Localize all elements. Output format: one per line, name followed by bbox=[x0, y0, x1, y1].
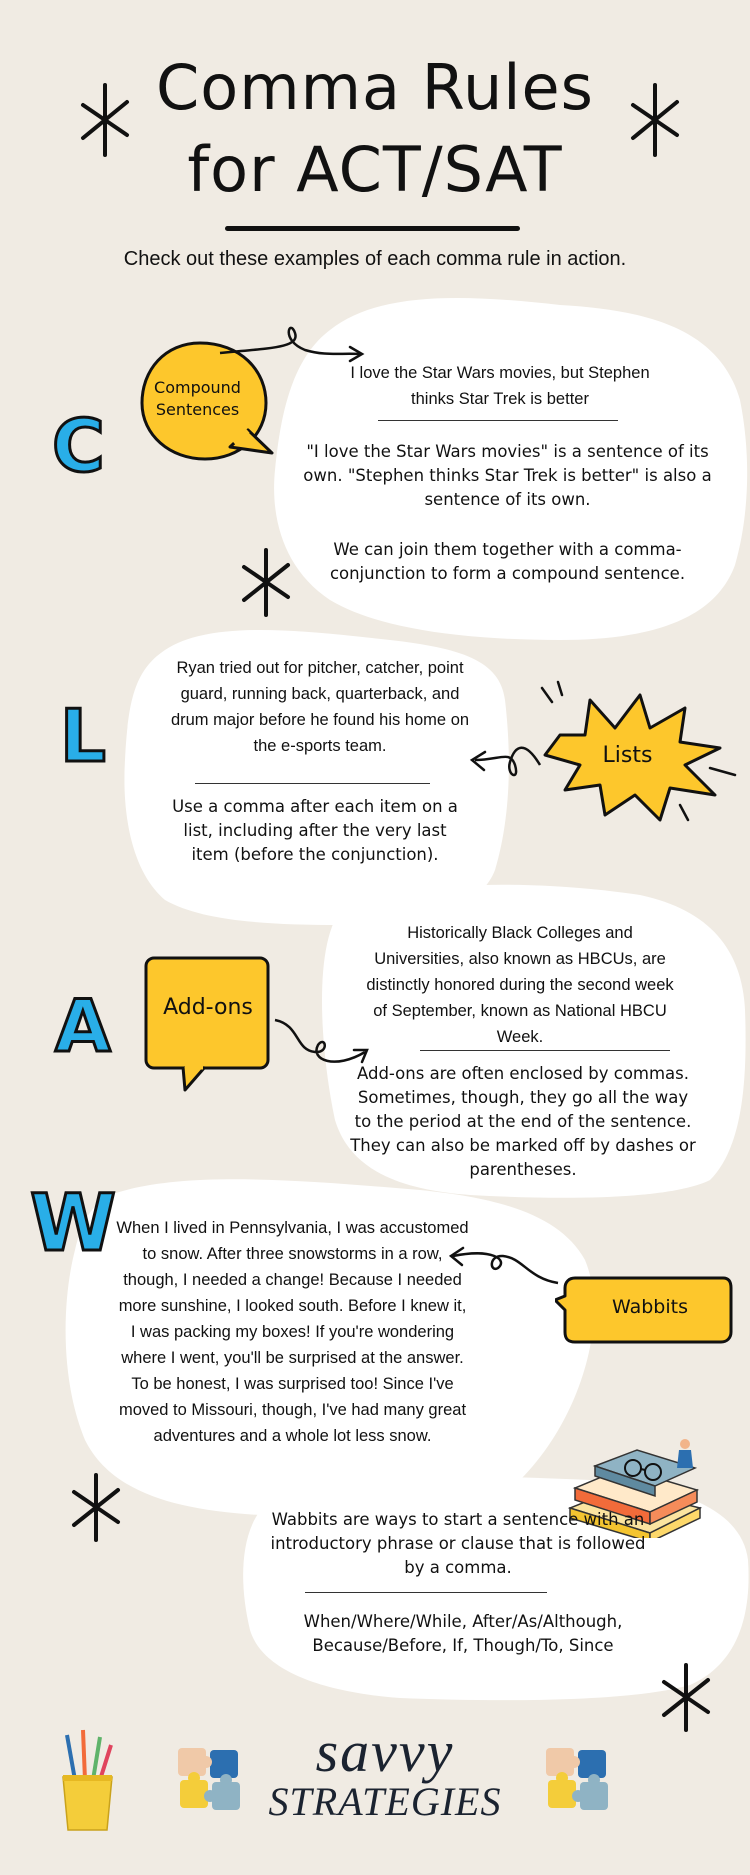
page-subtitle: Check out these examples of each comma rule in action. bbox=[123, 248, 627, 270]
example-addons: Historically Black Colleges and Universities, also known as HBCUs, are distinctly honored during the second week of September, known as National HBCU Week. bbox=[366, 924, 674, 1046]
speech-box-addons bbox=[143, 955, 273, 1095]
example-wabbits: When I lived in Pennsylvania, I was accustomed to snow. After three snowstorms in a row, though, I needed a change! Because I needed more sunshine, I looked south. Before I knew it, I was packing my boxes! If you're wondering where I went, you'll be surprised at the answer. To be honest, I was surprised too! Since I've moved to Missouri, though, I've had many great adventures and a whole lot less snow. bbox=[116, 1219, 469, 1445]
arrow-wabbits-icon bbox=[438, 1228, 568, 1298]
brand-savvy: savvy bbox=[315, 1719, 455, 1784]
explain-lists: Use a comma after each item on a list, including after the very last item (before the conjunction). bbox=[172, 797, 458, 864]
arrow-lists-icon bbox=[460, 720, 550, 790]
asterisk-icon bbox=[68, 1470, 124, 1545]
asterisk-icon bbox=[625, 80, 685, 160]
page-title-line1: Comma Rules bbox=[156, 51, 594, 124]
tag-wabbits: Wabbits bbox=[612, 1296, 688, 1318]
tag-lists: Lists bbox=[602, 743, 653, 768]
explain-compound-2: We can join them together with a comma-conjunction to form a compound sentence. bbox=[329, 540, 686, 583]
page-title-line2: for ACT/SAT bbox=[187, 133, 563, 206]
letter-w: W bbox=[30, 1179, 117, 1269]
example-compound: I love the Star Wars movies, but Stephen thinks Star Trek is better bbox=[350, 364, 650, 408]
divider-compound bbox=[378, 420, 618, 421]
letter-c: C bbox=[52, 404, 105, 488]
puzzle-icon bbox=[170, 1740, 250, 1820]
puzzle-icon bbox=[538, 1740, 618, 1820]
divider-addons bbox=[420, 1050, 670, 1051]
explain-addons: Add-ons are often enclosed by commas. Sometimes, though, they go all the way to the period at the end of the sentence. They can also be marked off by dashes or parentheses. bbox=[350, 1064, 696, 1179]
brand-strategies: STRATEGIES bbox=[268, 1779, 502, 1824]
divider-lists bbox=[195, 783, 430, 784]
example-lists: Ryan tried out for pitcher, catcher, point guard, running back, quarterback, and drum major before he found his home on the e-sports team. bbox=[170, 659, 470, 755]
wabbit-words bbox=[248, 1610, 678, 1658]
wabbit-words-line1: When/Where/While, After/As/Although, bbox=[303, 1612, 623, 1631]
asterisk-icon bbox=[75, 80, 135, 160]
wabbit-words-line2: Because/Before, If, Though/To, Since bbox=[312, 1636, 614, 1655]
explain-compound-1: "I love the Star Wars movies" is a sentence of its own. "Stephen thinks Star Trek is better" is also a sentence of its own. bbox=[303, 442, 712, 509]
tag-compound bbox=[140, 377, 255, 421]
explain-wabbits: Wabbits are ways to start a sentence with an introductory phrase or clause that is followed by a comma. bbox=[270, 1510, 646, 1577]
divider-wabbits bbox=[305, 1592, 547, 1593]
title-underline bbox=[225, 226, 520, 231]
asterisk-icon bbox=[658, 1660, 714, 1735]
letter-l: L bbox=[60, 694, 106, 778]
tag-compound-line1: Compound bbox=[154, 378, 241, 397]
letter-a: A bbox=[55, 984, 111, 1068]
tag-compound-line2: Sentences bbox=[155, 400, 240, 419]
asterisk-icon bbox=[238, 545, 294, 620]
tag-addons: Add-ons bbox=[163, 995, 253, 1020]
pencil-cup-icon bbox=[55, 1725, 120, 1835]
